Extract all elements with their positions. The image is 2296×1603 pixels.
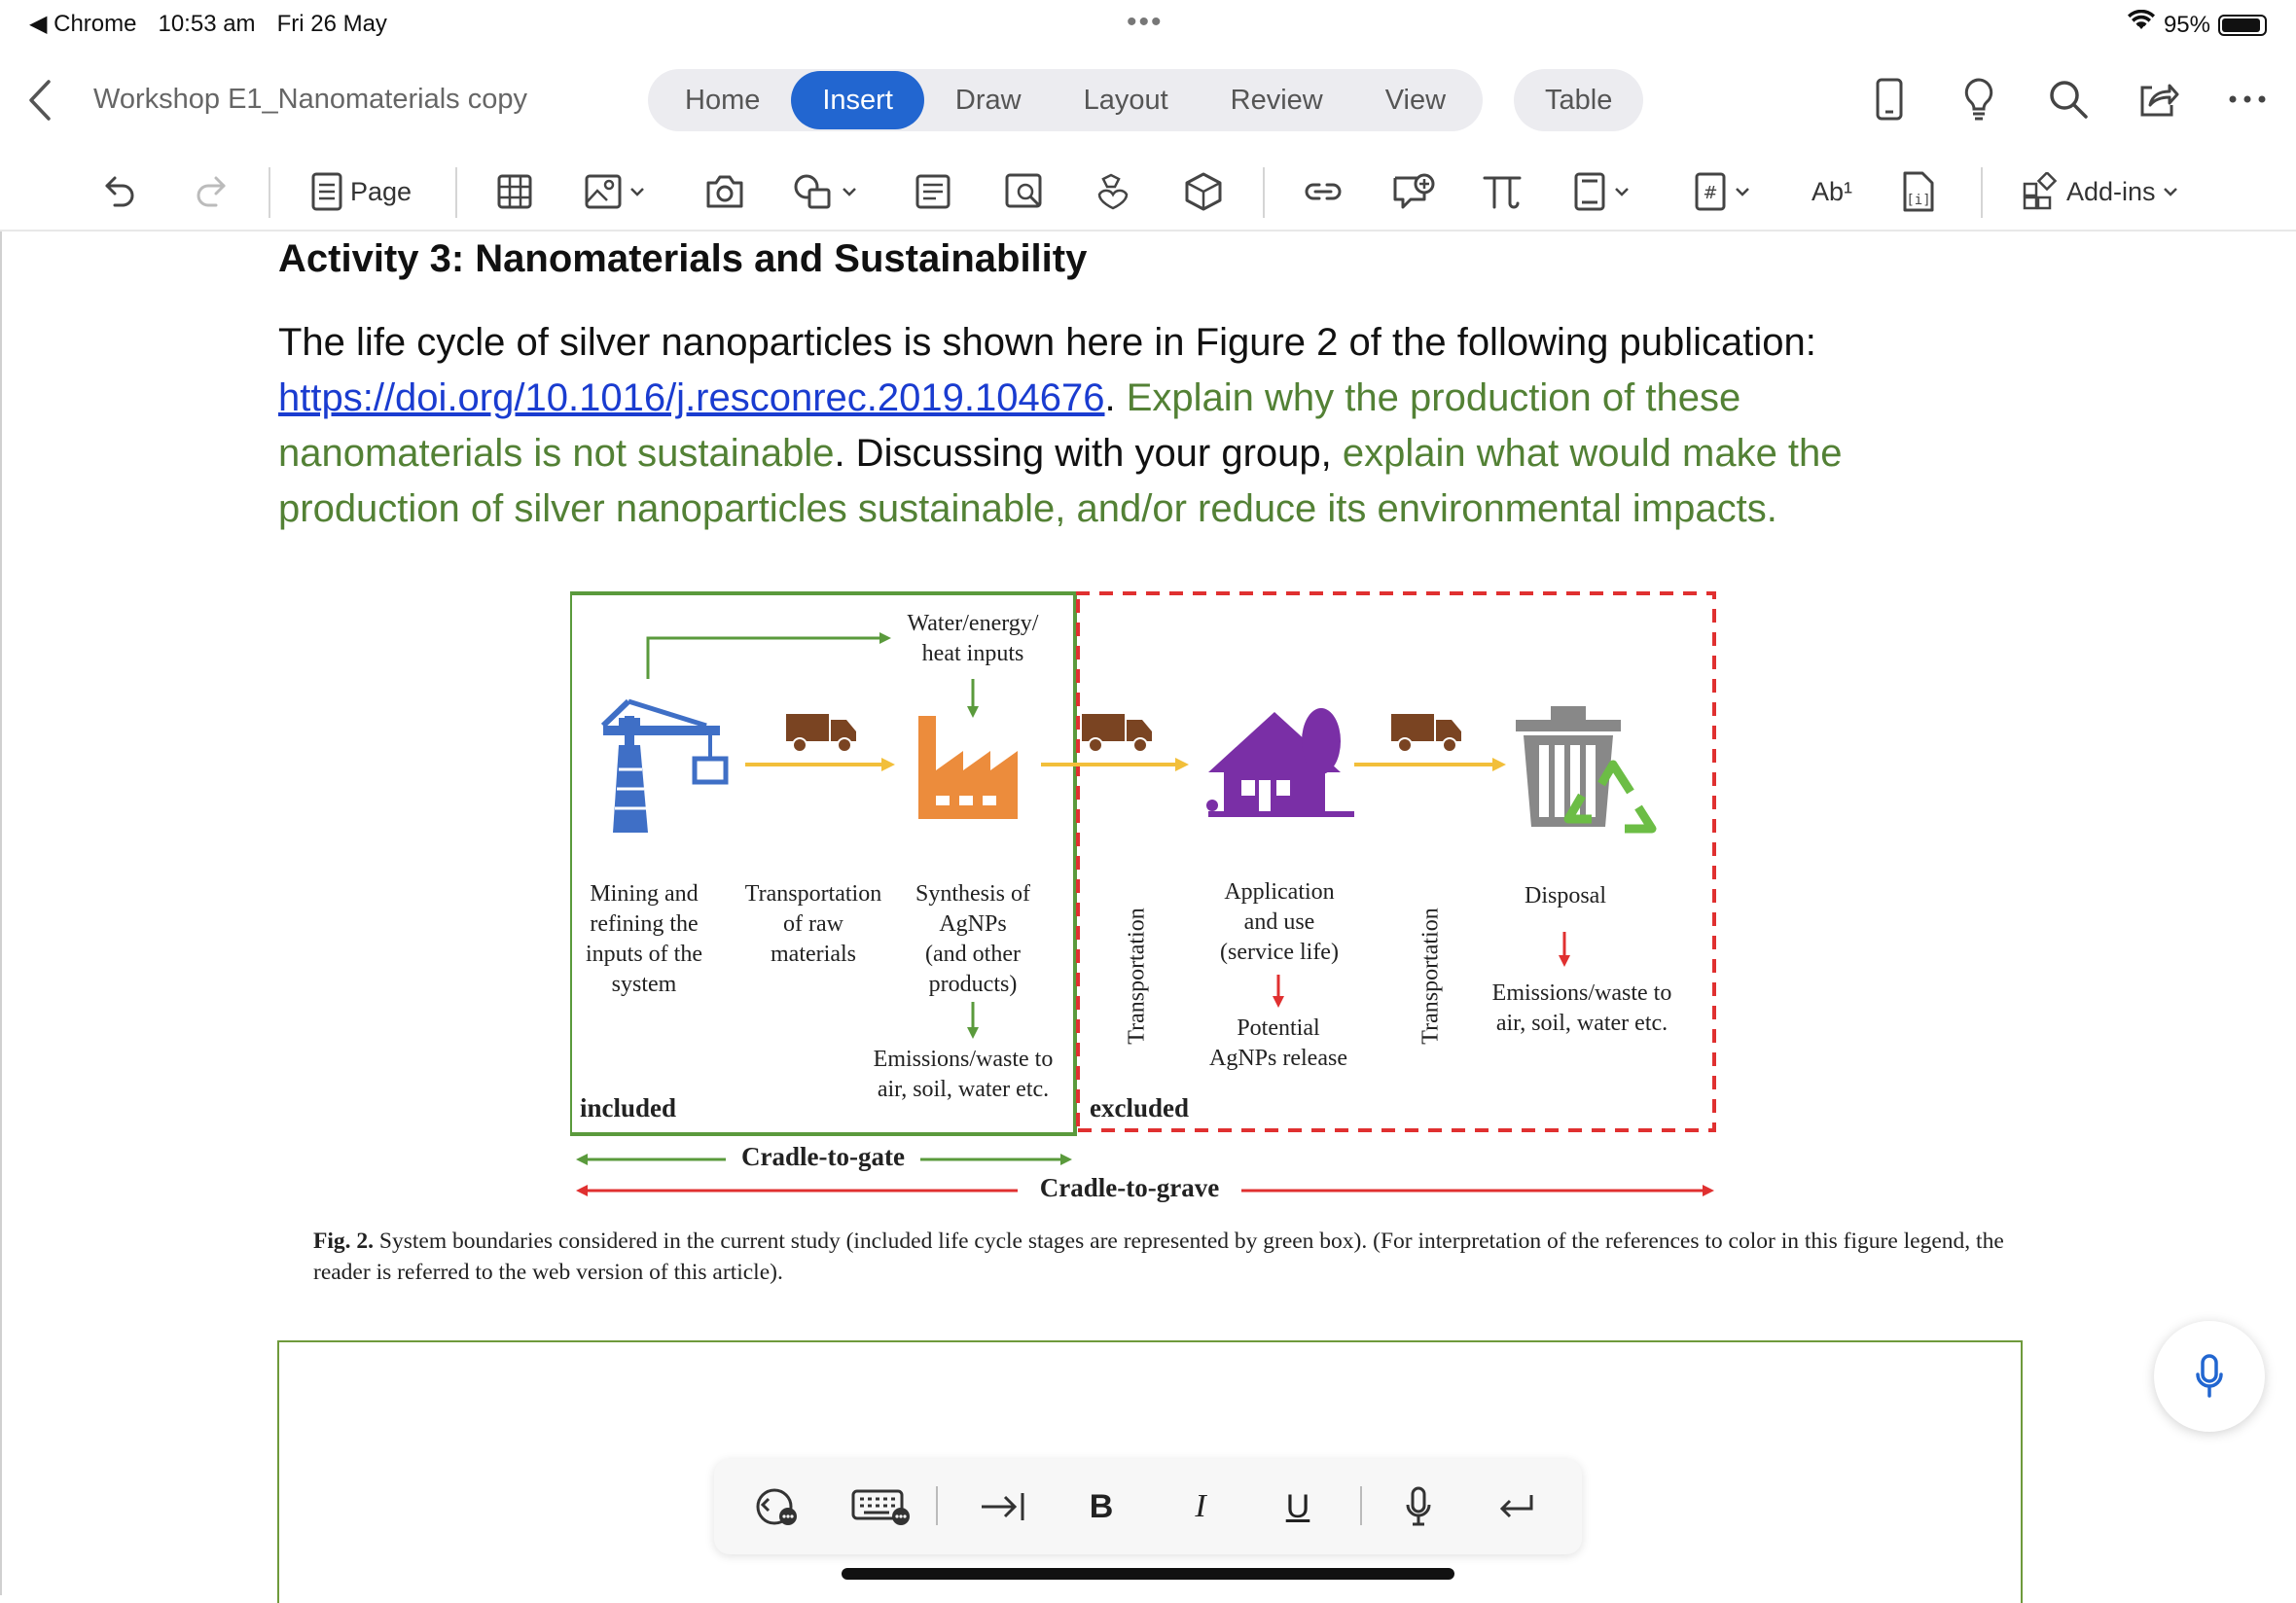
mining-label: Mining and refining the inputs of the system — [586, 881, 702, 997]
addins-button[interactable] — [2022, 163, 2179, 220]
chevron-down-icon — [1734, 186, 1751, 197]
tab-insert[interactable]: Insert — [791, 71, 924, 129]
insert-toolbar — [0, 156, 2296, 232]
underline-button[interactable]: U — [1285, 1487, 1310, 1525]
page-button[interactable] — [309, 163, 412, 220]
new-comment-icon[interactable] — [1391, 163, 1436, 220]
chevron-down-icon — [841, 186, 858, 197]
truck-icon-2 — [1082, 714, 1152, 752]
emissions-label-1: Emissions/waste to air, soil, water etc. — [873, 1047, 1054, 1102]
transportation-vertical-label-2: Transportation — [1417, 908, 1444, 1045]
search-icon[interactable] — [2045, 76, 2092, 123]
equation-icon[interactable] — [1481, 163, 1524, 220]
battery-percent: 95% — [2163, 11, 2210, 38]
share-icon[interactable] — [2135, 76, 2181, 123]
svg-text:[i]: [i] — [1906, 193, 1931, 208]
footnote-label: Ab¹ — [1812, 176, 1853, 206]
app-header — [0, 62, 2296, 140]
chevron-down-icon — [1613, 186, 1631, 197]
doi-link[interactable]: https://doi.org/10.1016/j.resconrec.2019.104676 — [278, 376, 1105, 419]
release-label: Potential AgNPs release — [1209, 1015, 1347, 1071]
status-bar — [0, 0, 2296, 47]
document-info-icon[interactable] — [1899, 163, 1938, 220]
tab-layout[interactable]: Layout — [1083, 84, 1168, 116]
table-insert-icon[interactable] — [496, 163, 533, 220]
excluded-label: excluded — [1090, 1093, 1190, 1122]
truck-icon-1 — [786, 714, 856, 752]
application-label: Application and use (service life) — [1220, 879, 1339, 965]
house-icon — [1206, 708, 1354, 817]
home-indicator[interactable] — [842, 1568, 1454, 1580]
truck-icon-3 — [1391, 714, 1461, 752]
tab-table[interactable]: Table — [1514, 69, 1643, 131]
figure-caption: Fig. 2. System boundaries considered in the current study (included life cycle stages are represented by green box). (For interpretation of the references to color in this figure legend, the reader is referred to the web version of this article). — [313, 1229, 2004, 1285]
disposal-label: Disposal — [1525, 883, 1606, 908]
tab-draw[interactable]: Draw — [954, 84, 1022, 116]
online-picture-icon[interactable] — [1004, 163, 1045, 220]
wifi-icon — [2127, 10, 2156, 40]
synthesis-label: Synthesis of AgNPs (and other products) — [915, 881, 1030, 997]
activity-heading[interactable]: Activity 3: Nanomaterials and Sustainability — [278, 237, 1088, 280]
undo-button[interactable] — [101, 163, 140, 220]
trash-bin-icon — [1516, 706, 1621, 827]
page-button-label: Page — [350, 176, 413, 206]
picture-icon[interactable] — [584, 163, 646, 220]
multitasking-dots[interactable]: ••• — [1127, 6, 1164, 38]
mobile-view-icon[interactable] — [1866, 76, 1913, 123]
tab-review[interactable]: Review — [1230, 84, 1323, 116]
microphone-icon — [2193, 1353, 2226, 1400]
italic-button[interactable]: I — [1195, 1488, 1206, 1524]
3d-model-icon[interactable] — [1183, 163, 1224, 220]
camera-icon[interactable] — [704, 163, 745, 220]
chevron-down-icon — [628, 186, 646, 197]
more-options-icon[interactable] — [2224, 76, 2271, 123]
svg-text:#: # — [1703, 183, 1718, 203]
emissions-label-2: Emissions/waste to air, soil, water etc. — [1491, 980, 1672, 1036]
chevron-down-icon — [2162, 186, 2179, 197]
shapes-icon[interactable] — [792, 163, 858, 220]
dictate-icon[interactable] — [1389, 1478, 1448, 1535]
tab-home[interactable]: Home — [685, 84, 761, 116]
water-inputs-label: Water/energy/ heat inputs — [907, 611, 1039, 666]
transportation-vertical-label-1: Transportation — [1124, 908, 1150, 1045]
keyboard-options-icon[interactable] — [846, 1478, 915, 1535]
keyboard-shortcut-bar — [714, 1459, 1582, 1554]
redo-button[interactable] — [191, 163, 230, 220]
transport-raw-label: Transportation of raw materials — [744, 881, 882, 967]
return-icon[interactable] — [1487, 1478, 1545, 1535]
back-button[interactable] — [21, 76, 60, 125]
addins-icon — [2022, 172, 2061, 211]
status-date: Fri 26 May — [276, 10, 387, 37]
page-number-icon[interactable] — [1693, 163, 1751, 220]
link-icon[interactable] — [1302, 163, 1345, 220]
textbox-icon[interactable] — [915, 163, 951, 220]
tab-indent-icon[interactable] — [973, 1478, 1031, 1535]
header-footer-icon[interactable] — [1572, 163, 1631, 220]
included-label: included — [580, 1093, 677, 1122]
footnote-button[interactable] — [1812, 163, 1852, 220]
activity-paragraph[interactable]: The life cycle of silver nanoparticles is shown here in Figure 2 of the following publication: https://doi.org/10.1016/j.resconrec.2019.104676. Explain why the production of these nanomaterials is not sustainable. Discussing with your group, explain what would make the production of silver nanoparticles sustainable, and/or reduce its environmental impacts. — [278, 321, 1843, 530]
tab-view[interactable]: View — [1384, 84, 1447, 116]
cradle-to-grave-label: Cradle-to-grave — [1039, 1173, 1220, 1202]
document-title[interactable]: Workshop E1_Nanomaterials copy — [93, 84, 527, 115]
undo-shortcut-icon[interactable] — [747, 1478, 806, 1535]
bold-button[interactable]: B — [1089, 1487, 1114, 1525]
cradle-to-gate-label: Cradle-to-gate — [741, 1142, 905, 1171]
lightbulb-icon[interactable] — [1955, 76, 2002, 123]
battery-icon — [2218, 15, 2267, 36]
icons-icon[interactable] — [1094, 163, 1136, 220]
dictation-button[interactable] — [2154, 1321, 2265, 1432]
excluded-boundary-box — [1076, 593, 1714, 1130]
factory-icon — [918, 716, 1018, 819]
lifecycle-figure — [570, 589, 1718, 1212]
ribbon-tabs — [648, 69, 1483, 131]
addins-label: Add-ins — [2066, 176, 2156, 206]
status-time: 10:53 am — [158, 10, 256, 37]
back-to-app-link[interactable]: ◀ Chrome — [29, 11, 137, 37]
mining-crane-icon — [603, 701, 726, 833]
